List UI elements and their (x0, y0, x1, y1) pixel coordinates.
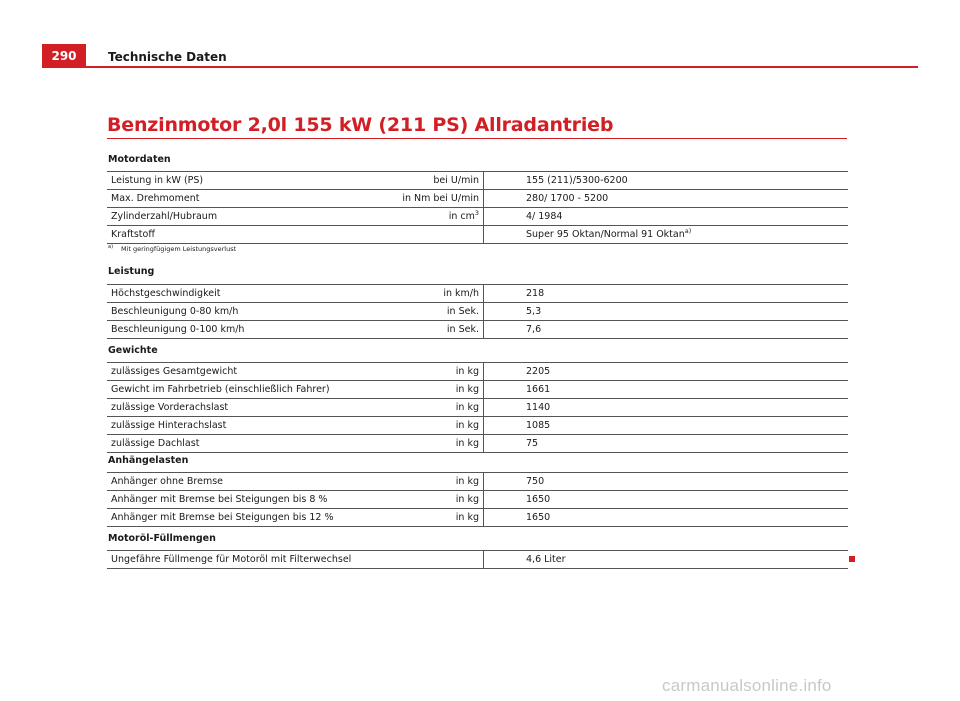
table-row (107, 417, 848, 435)
row-unit: in kg (354, 417, 484, 435)
table-row (107, 226, 848, 244)
table-leistung (107, 284, 848, 339)
row-value: 4,6 Liter (484, 551, 849, 569)
table-row (107, 509, 848, 527)
table-row (107, 208, 848, 226)
row-label: Beschleunigung 0-80 km/h (107, 303, 354, 321)
row-unit: in kg (354, 363, 484, 381)
row-label: zulässiges Gesamtgewicht (107, 363, 354, 381)
table-row (107, 381, 848, 399)
row-unit: in Sek. (354, 321, 484, 339)
row-label: Leistung in kW (PS) (107, 172, 354, 190)
section-heading-motoroel: Motoröl-Füllmengen (108, 533, 216, 544)
table-row (107, 435, 848, 453)
footnote-mark: a) (108, 243, 114, 250)
row-value: 1140 (484, 399, 849, 417)
row-unit: in Nm bei U/min (354, 190, 484, 208)
row-unit: in kg (354, 473, 484, 491)
row-value: 7,6 (484, 321, 849, 339)
main-title: Benzinmotor 2,0l 155 kW (211 PS) Allradantrieb (107, 114, 614, 136)
table-gewichte (107, 362, 848, 453)
footnote (108, 245, 236, 253)
footnote-ref: a) (684, 226, 692, 235)
row-value: 218 (484, 285, 849, 303)
row-label: Höchstgeschwindigkeit (107, 285, 354, 303)
row-label: Ungefähre Füllmenge für Motoröl mit Filterwechsel (107, 551, 484, 569)
row-unit: in kg (354, 509, 484, 527)
row-label: Anhänger mit Bremse bei Steigungen bis 8 % (107, 491, 354, 509)
table-row (107, 321, 848, 339)
row-unit: in kg (354, 381, 484, 399)
table-motordaten (107, 171, 848, 244)
row-label: Zylinderzahl/Hubraum (107, 208, 354, 226)
row-value: 2205 (484, 363, 849, 381)
section-heading-leistung: Leistung (108, 266, 155, 277)
row-value (484, 226, 849, 244)
table-row (107, 473, 848, 491)
row-unit: in km/h (354, 285, 484, 303)
table-row (107, 399, 848, 417)
row-label: zulässige Vorderachslast (107, 399, 354, 417)
row-value: 1085 (484, 417, 849, 435)
row-unit: in kg (354, 399, 484, 417)
row-label: Gewicht im Fahrbetrieb (einschließlich Fahrer) (107, 381, 354, 399)
row-value: 155 (211)/5300-6200 (484, 172, 849, 190)
table-row (107, 363, 848, 381)
row-label: Anhänger mit Bremse bei Steigungen bis 12 % (107, 509, 354, 527)
footnote-text: Mit geringfügigem Leistungsverlust (121, 245, 237, 253)
table-row (107, 303, 848, 321)
row-unit: in kg (354, 491, 484, 509)
table-anhaengelasten (107, 472, 848, 527)
row-value: 750 (484, 473, 849, 491)
row-label: Anhänger ohne Bremse (107, 473, 354, 491)
section-heading-gewichte: Gewichte (108, 345, 158, 356)
table-motoroel (107, 550, 848, 569)
page-number: 290 (42, 44, 86, 68)
table-row (107, 551, 848, 569)
table-row (107, 190, 848, 208)
table-row (107, 172, 848, 190)
table-row (107, 491, 848, 509)
row-unit: bei U/min (354, 172, 484, 190)
row-value: 5,3 (484, 303, 849, 321)
title-rule (107, 138, 847, 139)
row-value: 1650 (484, 509, 849, 527)
row-unit (354, 208, 484, 226)
row-label: Beschleunigung 0-100 km/h (107, 321, 354, 339)
row-value: 4/ 1984 (484, 208, 849, 226)
section-end-marker (849, 556, 855, 562)
row-label: zulässige Dachlast (107, 435, 354, 453)
row-unit (354, 226, 484, 244)
watermark: carmanualsonline.info (662, 676, 832, 695)
table-row (107, 285, 848, 303)
row-label: zulässige Hinterachslast (107, 417, 354, 435)
header-title: Technische Daten (108, 50, 227, 64)
row-value: 280/ 1700 - 5200 (484, 190, 849, 208)
header-rule (42, 66, 918, 68)
row-unit: in kg (354, 435, 484, 453)
unit-text: in cm (448, 211, 475, 222)
row-value: 75 (484, 435, 849, 453)
row-value: 1661 (484, 381, 849, 399)
row-unit: in Sek. (354, 303, 484, 321)
row-value: 1650 (484, 491, 849, 509)
value-text: Super 95 Oktan/Normal 91 Oktan (526, 229, 685, 240)
row-label: Max. Drehmoment (107, 190, 354, 208)
section-heading-anhaengelasten: Anhängelasten (108, 455, 189, 466)
unit-superscript: 3 (474, 208, 479, 217)
section-heading-motordaten: Motordaten (108, 154, 171, 165)
row-label: Kraftstoff (107, 226, 354, 244)
